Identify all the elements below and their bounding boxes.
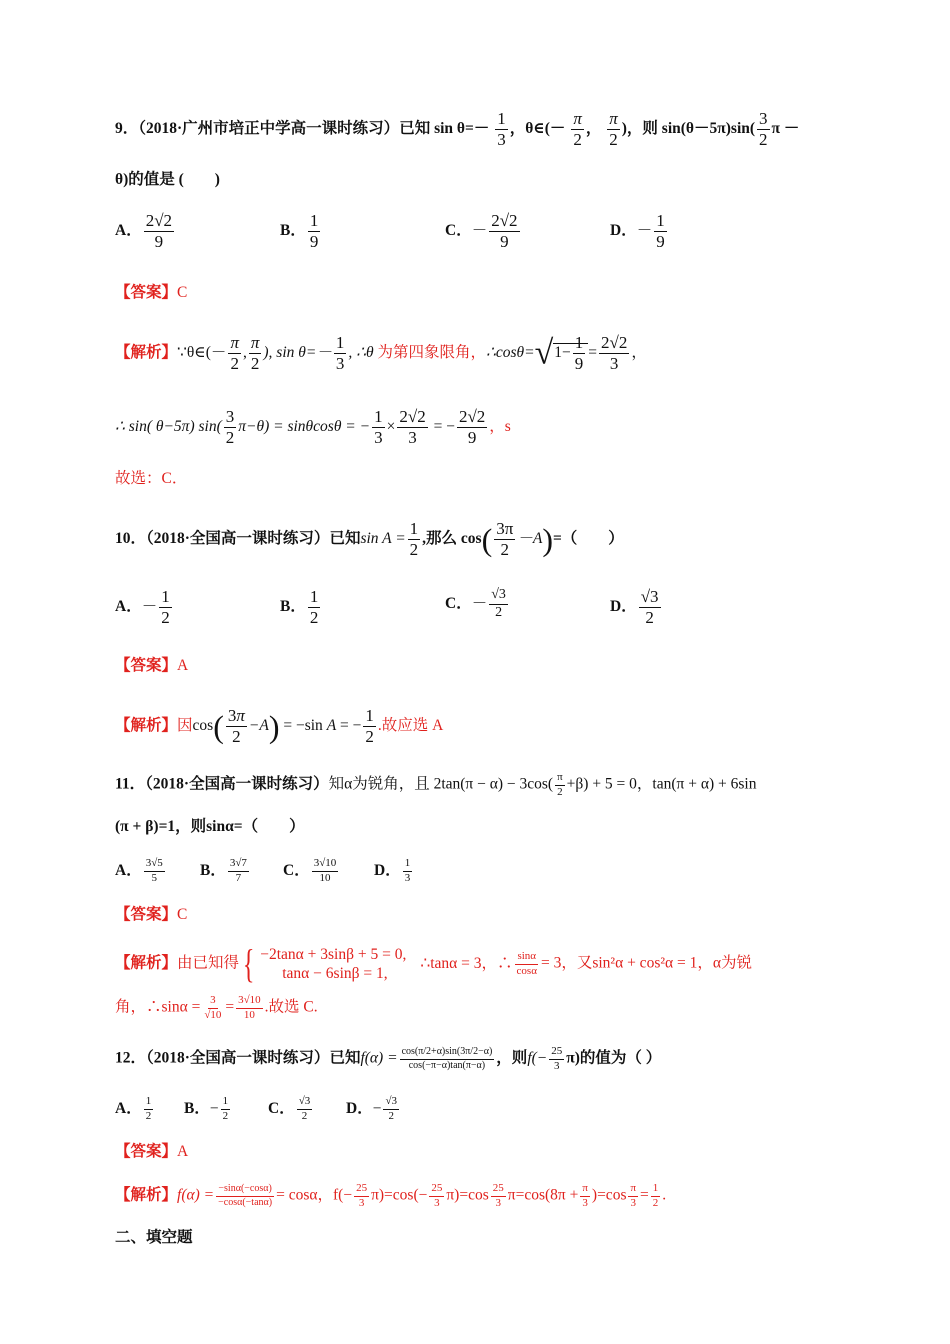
- q9-stem: 9．（2018·广州市培正中学高一课时练习）已知 sin θ=－ $\frac{1}{3}$ ，θ∈(－ $\frac{\pi}{2}$ ， $\frac{\pi}{2}$ )，则 sin(θ－5π)sin( $\frac{3}{2}$ π －: [115, 109, 800, 149]
- fraction: $\frac{\pi}{2}$: [573, 109, 582, 149]
- q10-option-b: B． $\frac{1}{2}$: [280, 587, 319, 627]
- q9-option-b: B． $\frac{1}{9}$: [280, 211, 319, 251]
- q12-option-a: A． $\frac{1}{2}$: [115, 1095, 152, 1122]
- q9-option-a: A． $\frac{2√2}{9}$: [115, 211, 173, 251]
- q12-option-c: C． $\frac{√3}{2}$: [268, 1095, 311, 1122]
- q10-option-a: A．－ $\frac{1}{2}$: [115, 587, 170, 627]
- q11-stem-line2: (π + β)=1，则sinα=（ ）: [115, 818, 305, 835]
- q11-answer: 【答案】C: [115, 906, 188, 923]
- q9-analysis-line2: ∴ sin( θ−5π) sin( $\frac{3}{2}$ π−θ) = sinθcosθ = − $\frac{1}{3}$ × $\frac{2√2}{3}$ = − $\frac{2√2}{9}$ ，s: [115, 407, 511, 447]
- q11-option-d: D． $\frac{1}{3}$: [374, 857, 411, 884]
- fraction: $\frac{1}{3}$: [497, 109, 506, 149]
- q10-option-c: C．－ $\frac{√3}{2}$: [445, 587, 506, 620]
- q12-stem: 12．（2018·全国高一课时练习）已知f(α) = $\frac{\cos(\pi/2+\alpha)\sin(3\pi/2-\alpha)}{\cos(-\pi-\alpha)\tan(\pi-\alpha)}$ ，则f(− $\frac{25}{3}$ π)的值为（ ）: [115, 1045, 662, 1072]
- q10-stem: 10．（2018·全国高一课时练习）已知sin A = $\frac{1}{2}$ ,那么 cos( $\frac{3\pi}{2}$ －A)=（ ）: [115, 519, 624, 559]
- q10-option-d: D． $\frac{√3}{2}$: [610, 587, 659, 627]
- fraction: $\frac{\pi}{2}$: [609, 109, 618, 149]
- q12-answer: 【答案】A: [115, 1143, 189, 1160]
- q9-option-d: D．－ $\frac{1}{9}$: [610, 211, 665, 251]
- q9-stem-line2: θ)的值是 ( ): [115, 171, 220, 188]
- fraction: $\frac{3}{2}$: [759, 109, 768, 149]
- q11-option-c: C． $\frac{3√10}{10}$: [283, 857, 337, 884]
- q11-stem: 11．（2018·全国高一课时练习）知α为锐角，且 2tan(π − α) − 3cos( $\frac{\pi}{2}$ +β) + 5 = 0，tan(π + α) + 6sin: [115, 771, 757, 798]
- q9-answer: 【答案】C: [115, 284, 188, 301]
- q12-analysis: 【解析】f(α) = $\frac{-\sin\alpha(-\cos\alpha)}{-\cos\alpha(-\tan\alpha)}$ = cosα，f(− $\frac{25}{3}$ π)=cos(− $\frac{25}{3}$ π)=cos $\frac{25}{3}$ π=cos(8π + $\frac{\pi}{3}$ )=cos $\frac{\pi}{3}$ = $\frac{1}{2}$ .: [115, 1182, 667, 1209]
- q11-option-a: A． $\frac{3√5}{5}$: [115, 857, 163, 884]
- section-heading: 二、填空题: [115, 1229, 193, 1246]
- q9-option-c: C．－ $\frac{2√2}{9}$: [445, 211, 518, 251]
- q12-option-d: D．− $\frac{√3}{2}$: [346, 1095, 397, 1122]
- q9-analysis-line1: 【解析】∵θ∈(－ $\frac{\pi}{2}$ , $\frac{\pi}{2}$ ), sin θ=－ $\frac{1}{3}$ , ∴θ 为第四象限角，∴cosθ=√1− $\frac{1}{9}$ = $\frac{2√2}{3}$ ，: [115, 333, 647, 373]
- q11-option-b: B． $\frac{3√7}{7}$: [200, 857, 247, 884]
- q10-answer: 【答案】A: [115, 657, 189, 674]
- q10-analysis: 【解析】因cos( $\frac{3\pi}{2}$ −A) = −sin A = − $\frac{1}{2}$ .故应选 A: [115, 706, 444, 746]
- q11-analysis-line2: 角，∴sinα = $\frac{3}{√10}$ = $\frac{3√10}{10}$ .故选 C.: [115, 994, 318, 1021]
- q11-analysis-line1: 【解析】由已知得 { −2tanα + 3sinβ + 5 = 0, tanα − 6sinβ = 1, ∴tanα = 3，∴ $\frac{\sin\alpha}{\cos\alpha}$ = 3，又sin²α + cos²α = 1，α为锐: [115, 941, 752, 986]
- q12-option-b: B．− $\frac{1}{2}$: [184, 1095, 229, 1122]
- q9-conclusion: 故选：C．: [115, 470, 188, 487]
